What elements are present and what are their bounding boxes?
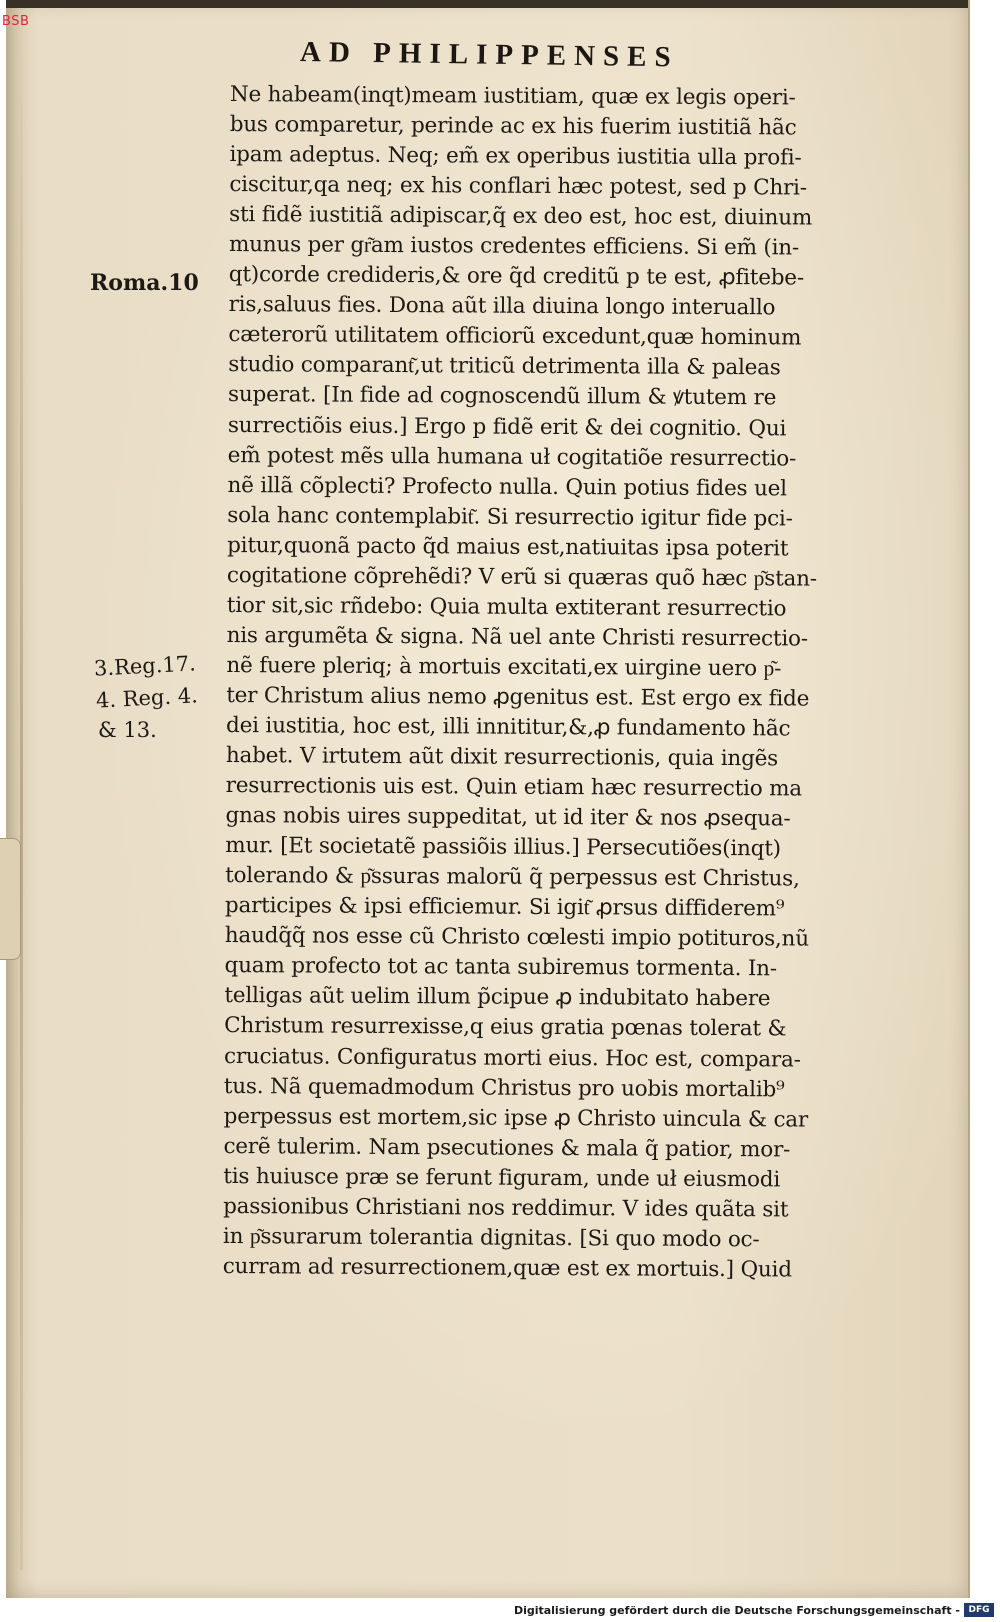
text-line: tolerando & p͂ssuras malorũ q̃ perpessus est Christus, bbox=[225, 863, 800, 892]
footer-bar bbox=[0, 1600, 1000, 1622]
text-line: nẽ illã cõplecti? Profecto nulla. Quin potius fides uel bbox=[227, 472, 787, 502]
text-line: participes & ipsi efficiemur. Si igit͂ ꝓrsus diffiderem⁹ bbox=[224, 893, 785, 922]
text-line: perpessus est mortem,sic ipse ꝓ Christo uincula & car bbox=[223, 1103, 809, 1133]
text-line: quam profecto tot ac tanta subiremus tormenta. In- bbox=[224, 953, 777, 982]
text-line: resurrectionis uis est. Quin etiam hæc resurrectio ma bbox=[225, 773, 803, 802]
text-line: habet. V irtutem aũt dixit resurrectionis, quia ingẽs bbox=[225, 743, 779, 772]
text-line: haudq̃q̃ nos esse cũ Christo cœlesti impio potituros,nũ bbox=[224, 923, 809, 952]
text-line: bus comparetur, perinde ac ex his fuerim iustitiã hãc bbox=[229, 112, 797, 141]
text-line: superat. [In fide ad cognoscendũ illum & ꝟtutem re bbox=[227, 382, 777, 411]
text-line: dei iustitia, hoc est, illi innititur,&,ꝓ fundamento hãc bbox=[225, 712, 791, 742]
text-line: ris,saluus fies. Dona aũt illa diuina longo interuallo bbox=[228, 292, 776, 321]
text-line: nẽ fuere pleriq; à mortuis excitati,ex uirgine uero p͂- bbox=[226, 652, 782, 682]
text-line: curram ad resurrectionem,quæ est ex mortuis.] Quid bbox=[222, 1253, 792, 1283]
text-line: qt)corde credideris,& ore q̃d creditũ p te est, ꝓfitebe- bbox=[228, 262, 805, 291]
text-line: pitur,quonã pacto q̃d maius est,natiuitas ipsa poterit bbox=[227, 532, 789, 562]
page-edge-tab bbox=[0, 838, 21, 960]
gutter-shadow bbox=[20, 30, 23, 1570]
library-watermark: BSB bbox=[2, 14, 30, 29]
margin-note-roma: Roma.10 bbox=[90, 270, 199, 296]
margin-note-reg-1: 3.Reg.17. bbox=[93, 651, 197, 681]
text-line: munus per gr͂am iustos credentes efficiens. Si em̃ (in- bbox=[228, 232, 800, 261]
page-top-edge bbox=[6, 0, 968, 8]
text-line: studio comparant͂,ut triticũ detrimenta illa & paleas bbox=[228, 352, 781, 381]
margin-note-reg-2: 4. Reg. 4. bbox=[95, 683, 199, 713]
text-line: Christum resurrexisse,q eius gratia pœnas tolerat & bbox=[224, 1013, 787, 1042]
text-line: telligas aũt uelim illum p̃cipue ꝓ indubitato habere bbox=[224, 983, 771, 1012]
running-head: AD PHILIPPENSES bbox=[299, 36, 679, 74]
text-line: passionibus Christiani nos reddimur. V ides quãta sit bbox=[223, 1193, 789, 1223]
text-line: mur. [Et societatẽ passiõis illius.] Persecutiões(inqt) bbox=[225, 833, 781, 862]
text-line: cogitatione cõprehẽdi? V erũ si quæras quõ hæc p͂stan- bbox=[226, 562, 817, 592]
text-line: cruciatus. Configuratus morti eius. Hoc est, compara- bbox=[223, 1043, 801, 1073]
funding-credit: Digitalisierung gefördert durch die Deutsche Forschungsgemeinschaft - bbox=[513, 1604, 960, 1617]
text-line: tior sit,sic rñdebo: Quia multa extiterant resurrectio bbox=[226, 592, 787, 622]
text-line: gnas nobis uires suppeditat, ut id iter & nos ꝓsequa- bbox=[225, 803, 791, 832]
text-line: ciscitur,qa neq; ex his conflari hæc potest, sed p Chri- bbox=[229, 172, 807, 201]
body-text bbox=[223, 80, 920, 1286]
text-line: em̃ potest mẽs ulla humana uł cogitatiõe resurrectio- bbox=[227, 442, 797, 472]
margin-note-reg-3: & 13. bbox=[98, 718, 157, 742]
text-line: nis argumẽta & signa. Nã uel ante Christi resurrectio- bbox=[226, 622, 808, 652]
text-line: tus. Nã quemadmodum Christus pro uobis mortalib⁹ bbox=[223, 1073, 785, 1102]
text-line: surrectiõis eius.] Ergo p fidẽ erit & dei cognitio. Qui bbox=[227, 412, 787, 441]
text-line: Ne habeam(inqt)meam iustitiam, quæ ex legis operi- bbox=[229, 81, 796, 111]
text-line: cæterorũ utilitatem officiorũ excedunt,quæ hominum bbox=[228, 322, 802, 351]
text-line: ipam adeptus. Neq; em̃ ex operibus iustitia ulla profi- bbox=[229, 142, 802, 171]
text-line: in p͂ssurarum tolerantia dignitas. [Si quo modo oc- bbox=[222, 1223, 760, 1253]
text-line: ter Christum alius nemo ꝓgenitus est. Est ergo ex fide bbox=[226, 682, 810, 712]
text-line: sti fidẽ iustitiã adipiscar,q̃ ex deo est, hoc est, diuinum bbox=[229, 202, 813, 231]
dfg-logo: DFG bbox=[964, 1603, 994, 1617]
text-line: tis huiusce præ se ferunt figuram, unde uł eiusmodi bbox=[223, 1163, 781, 1193]
text-line: sola hanc contemplabit͂. Si resurrectio igitur fide pci- bbox=[227, 502, 793, 532]
text-line: cerẽ tulerim. Nam psecutiones & mala q̃ patior, mor- bbox=[223, 1133, 791, 1163]
